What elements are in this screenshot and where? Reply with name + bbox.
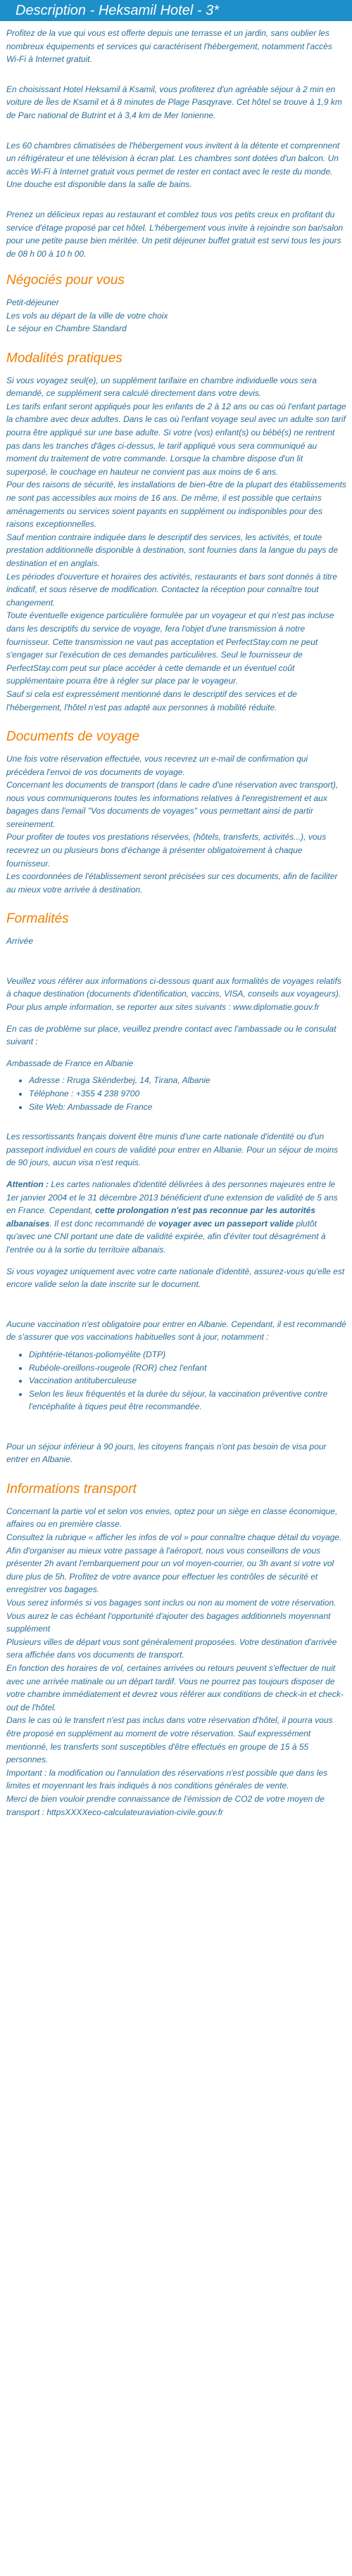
arrivee-label: Arrivée — [6, 936, 34, 947]
modalites-paragraph: Les périodes d'ouverture et horaires des activités, restaurants et bars sont donnés à titre indicatif, et sous réserve de modification. Contactez la réception pour connaître tout changement. — [6, 571, 337, 608]
content — [0, 27, 352, 1819]
intro-paragraph: Les 60 chambres climatisées de l'hébergement vous invitent à la détente et comprennent un réfrigérateur et une télévision à écran plat. Les chambres sont dotées d'un balcon. Un accès Wi-Fi à Internet gratuit vous permet de rester en contact avec le reste du monde. Une douche est disponible dans la salle de bains. — [6, 140, 340, 190]
formalites-paragraph: En cas de problème sur place, veuillez prendre contact avec l'ambassade ou le consulat suivant : — [6, 1023, 337, 1047]
negocies-item: Le séjour en Chambre Standard — [6, 323, 127, 334]
vaccin-item: • Diphtérie-tétanos-poliomyélite (DTP) — [29, 1348, 346, 1361]
documents-heading: Documents de voyage — [6, 729, 140, 745]
vaccins-list — [6, 1348, 346, 1414]
formalites-paragraph: Si vous voyagez uniquement avec votre carte nationale d'identité, assurez-vous qu'elle est encore valide selon la date inscrite sur le document. — [6, 1266, 345, 1290]
attention-label: Attention : — [6, 1179, 49, 1189]
attention-paragraph — [6, 1178, 346, 1257]
transport-paragraph: Consultez la rubrique « afficher les infos de vol » pour connaître chaque détail du voyage. — [6, 1532, 342, 1543]
transport-paragraph: Afin d'organiser au mieux votre passage à l'aéroport, nous vous conseillons de vous présenter 2h avant l'embarquement pour un vol moyen-courrier, ou 3h avant si votre vol dure plus de 5h. Profitez de votre avance pour effectuer les contrôles de sécurité et enregistrer vos bagages. — [6, 1545, 334, 1595]
modalites-paragraph: Toute éventuelle exigence particulière formulée par un voyageur et qui n'est pas incluse dans les descriptifs du service de voyage, fera l'objet d'une transmission à notre fournisseur. Cette transmission ne vaut pas acceptation et PerfectStay.com ne peut s'engager sur l'exécution de ces demandes particulières. Seul le fournisseur de PerfectStay.com peut sur place accéder à cette demande et un éventuel coût supplémentaire pourra être à régler sur place par le voyageur. — [6, 610, 334, 686]
ambassade-item: • Adresse : Rruga Skënderbej, 14, Tirana, Albanie — [29, 1074, 346, 1087]
negocies-item: Petit-déjeuner — [6, 297, 59, 308]
transport-paragraph: Vous aurez le cas échéant l'opportunité d'ajouter des bagages additionnels moyennant supplément — [6, 1610, 331, 1634]
modalites-heading: Modalités pratiques — [6, 350, 122, 366]
transport-paragraph: Vous serez informés si vos bagages sont inclus ou non au moment de votre réservation. — [6, 1598, 337, 1608]
formalites-heading: Formalités — [6, 911, 69, 927]
documents-paragraph: Pour profiter de toutes vos prestations réservées, (hôtels, transferts, activités...), vous recevrez un ou plusieurs bons d'échange à présenter obligatoirement à chaque fournisseur. — [6, 832, 327, 869]
transport-paragraph: Concernant la partie vol et selon vos envies, optez pour un siège en classe économique, affaires ou en première classe. — [6, 1506, 338, 1530]
ambassade-item: • Téléphone : +355 4 238 9700 — [29, 1087, 346, 1101]
intro-paragraph: En choisissant Hotel Heksamil à Ksamil, vous profiterez d'un agréable séjour à 2 min en voiture de Îles de Ksamil et à 8 minutes de Plage Pasqyrave. Cet hôtel se trouve à 1,9 km de Parc national de Butrint et à 3,4 km de Mer Ionienne. — [6, 84, 342, 120]
negocies-heading: Négociés pour vous — [6, 273, 125, 288]
transport-paragraph: Merci de bien vouloir prendre connaissance de l'émission de CO2 de votre moyen de transport : httpsXXXXeco-calculateuraviation-civile.gouv.fr — [6, 1793, 325, 1817]
intro-section — [6, 27, 346, 260]
documents-section — [6, 752, 346, 897]
documents-paragraph: Une fois votre réservation effectuée, vous recevrez un e-mail de confirmation qui précédera l'envoi de vos documents de voyage. — [6, 753, 308, 777]
page-title: Description - Heksamil Hotel - 3* — [0, 0, 352, 21]
ambassade-item: • Site Web: Ambassade de France — [29, 1101, 346, 1114]
modalites-paragraph: Pour des raisons de sécurité, les installations de bien-être de la plupart des établissements ne sont pas accessibles aux moins de 16 ans. De même, il est possible que certains aménagements ou services soient payants en supplément ou indisponibles pour des raisons exceptionnelles. — [6, 480, 346, 530]
formalites-paragraph: Veuillez vous référer aux informations ci-dessous quant aux formalités de voyages relatifs à chaque destination (documents d'identification, vaccins, VISA, conseils aux voyageurs). — [6, 975, 341, 999]
attention-text: . Il est donc recommandé de — [49, 1218, 159, 1229]
negocies-list — [6, 296, 346, 335]
modalites-paragraph: Sauf mention contraire indiquée dans le descriptif des services, les activités, et toute prestation additionnelle disponible à destination, sont fournies dans la langue du pays de destination et en anglais. — [6, 532, 338, 568]
attention-text: Les cartes nationales d'identité délivrées à des personnes majeures entre le 1er janvier 2004 et le 31 décembre 2013 bénéficient d'une extension de validité de 5 ans en France. Cependant, — [6, 1179, 338, 1216]
transport-heading: Informations transport — [6, 1482, 137, 1497]
formalites-paragraph[interactable]: Pour plus ample information, se reporter aux sites suivants : www.diplomatie.gouv.fr — [6, 1002, 320, 1013]
transport-paragraph: Plusieurs villes de départ vous sont généralement proposées. Votre destination d'arrivée sera affichée dans vos documents de transport. — [6, 1636, 337, 1660]
modalites-paragraph: Les tarifs enfant seront appliqués pour les enfants de 2 à 12 ans ou cas où l'enfant partage la chambre avec deux adultes. Dans le cas où l'enfant voyage seul avec un adulte son tarif pourra être appliqué sur une base adulte. Si votre (vos) enfant(s) ou bébé(s) ne rentrent pas dans les tranches d'âges ci-dessus, le tarif appliqué vous sera communiqué au moment du traitement de votre commande. Lorsque la chambre dispose d'un lit superposé, le couchage en hauteur ne convient pas aux moins de 6 ans. — [6, 401, 346, 477]
formalites-paragraph: Aucune vaccination n'est obligatoire pour entrer en Albanie. Cependant, il est recommandé de s'assurer que vos vaccinations habituelles sont à jour, notamment : — [6, 1319, 346, 1343]
attention-bold: cette prolongation n'est pas reconnue par les autorités albanaises — [6, 1205, 316, 1229]
intro-paragraph: Prenez un délicieux repas au restaurant et comblez tous vos petits creux en profitant du service d'étage proposé par cet hôtel. L'hébergement vous invite à rejoindre son bar/salon pour une petite pause bien méritée. Un petit déjeuner buffet gratuit est servi tous les jours de 08 h 00 à 10 h 00. — [6, 209, 344, 259]
modalites-section — [6, 374, 346, 714]
formalites-paragraph: Les ressortissants français doivent être munis d'une carte nationale d'identité ou d'un passeport individuel en cours de validité pour entrer en Albanie. Pour un séjour de moins de 90 jours, aucun visa n'est requis. — [6, 1132, 339, 1168]
intro-paragraph: Profitez de la vue qui vous est offerte depuis une terrasse et un jardin, sans oublier les nombreux équipements et services qui caractérisent l'hébergement, notamment l'accès Wi-Fi à Internet gratuit. — [6, 28, 332, 65]
negocies-item: Les vols au départ de la ville de votre choix — [6, 310, 168, 321]
vaccin-item: • Rubéole-oreillons-rougeole (ROR) chez l'enfant — [29, 1361, 346, 1375]
transport-paragraph: Dans le cas où le transfert n'est pas inclus dans votre réservation d'hôtel, il pourra vous être proposé en supplément au moment de votre réservation. Sauf expressément mentionné, les transferts sont susceptibles d'être effectués en groupe de 15 à 55 personnes. — [6, 1715, 333, 1765]
vaccin-item: • Selon les lieux fréquentés et la durée du séjour, la vaccination préventive contre l'encéphalite à tiques peut être recommandée. — [29, 1388, 346, 1414]
formalites-paragraph: Pour un séjour inférieur à 90 jours, les citoyens français n'ont pas besoin de visa pour entrer en Albanie. — [6, 1441, 327, 1465]
ambassade-title: Ambassade de France en Albanie — [6, 1058, 134, 1068]
attention-text: plutôt qu'avec une CNI portant une date de validité expirée, afin d'éviter tout désagrément à l'entrée ou à la sortie du territoire albanais. — [6, 1218, 326, 1255]
formalites-section — [6, 935, 346, 1466]
modalites-paragraph: Si vous voyagez seul(e), un supplément tarifaire en chambre individuelle vous sera demandé, ce supplément sera calculé directement dans votre devis. — [6, 375, 317, 399]
documents-paragraph: Concernant les documents de transport (dans le cadre d'une réservation avec transport), nous vous communiquerons toutes les informations relatives à l'enregistrement et aux bagages dans l'email "Vos documents de voyages" vous permettant ainsi de partir sereinement. — [6, 780, 339, 829]
vaccin-item: • Vaccination antituberculeuse — [29, 1374, 346, 1388]
attention-bold: voyager avec un passeport valide — [158, 1218, 294, 1229]
transport-paragraph: En fonction des horaires de vol, certaines arrivées ou retours peuvent s'effectuer de nuit avec une arrivée matinale ou un départ tardif. Vous ne pourrez pas toujours disposer de votre chambre immédiatement et devrez vous référer aux conditions de check-in et check-out de l'hôtel. — [6, 1662, 344, 1712]
documents-paragraph: Les coordonnées de l'établissement seront précisées sur ces documents, afin de faciliter au mieux votre arrivée à destination. — [6, 871, 338, 895]
transport-paragraph: Important : la modification ou l'annulation des réservations n'est possible que dans les limites et moyennant les frais indiqués à nos conditions générales de vente. — [6, 1767, 328, 1791]
ambassade-list — [6, 1074, 346, 1113]
modalites-paragraph: Sauf si cela est expressément mentionné dans le descriptif des services et de l'hébergement, l'hôtel n'est pas adapté aux personnes à mobilité réduite. — [6, 688, 297, 712]
transport-section — [6, 1505, 346, 1819]
